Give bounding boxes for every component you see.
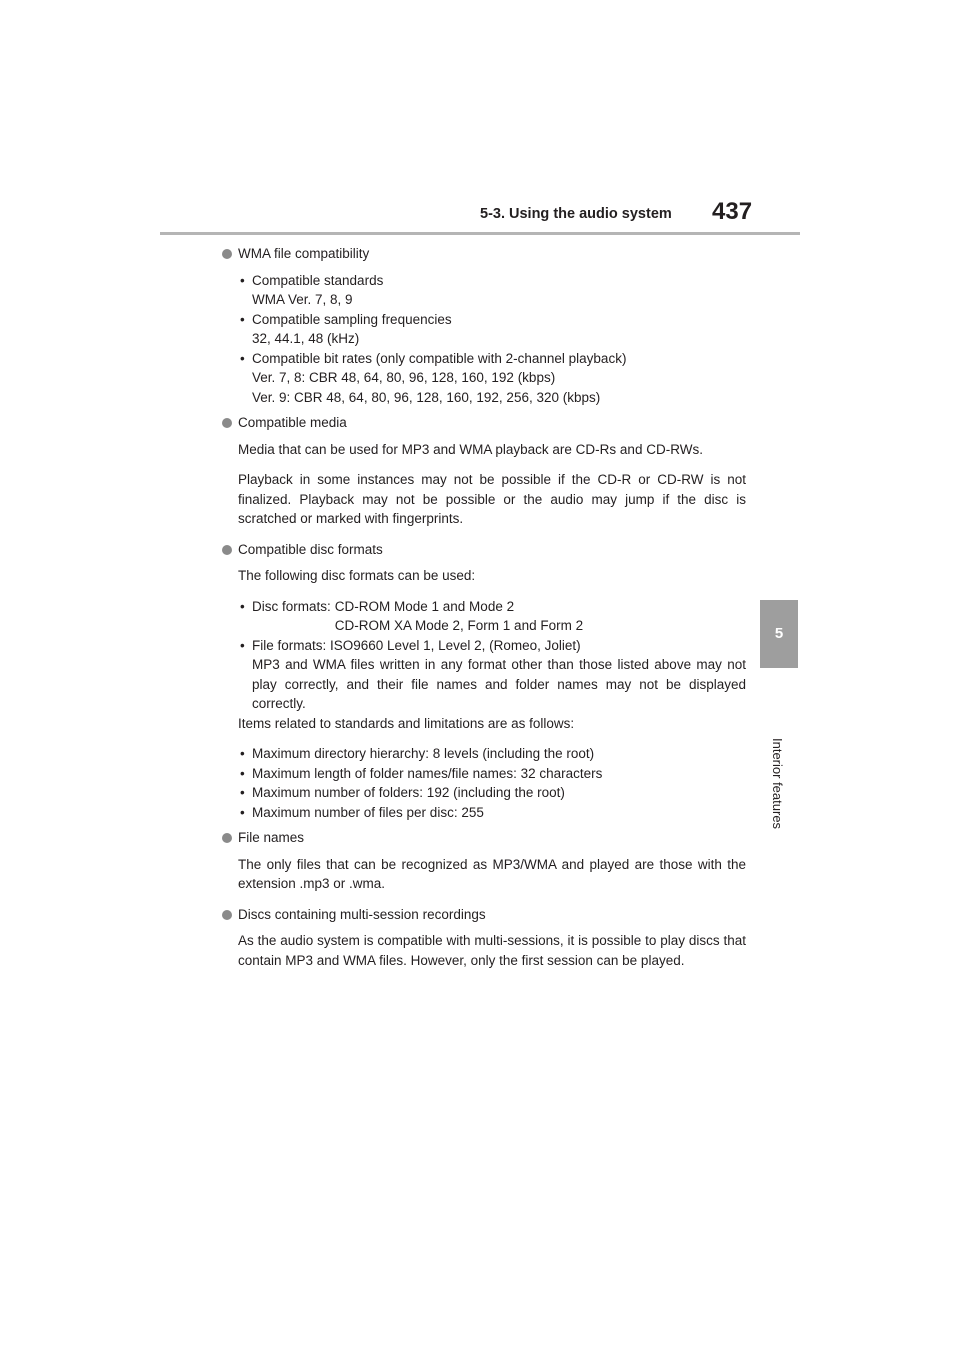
section-file-names xyxy=(222,828,746,894)
bullet-circle-icon xyxy=(222,249,232,259)
list-item xyxy=(238,349,746,408)
list-item xyxy=(238,636,746,714)
list-item xyxy=(238,310,746,349)
header-section-title: 5-3. Using the audio system xyxy=(480,206,672,222)
sampling-label: • Compatible sampling frequencies xyxy=(252,311,452,327)
limits-intro: Items related to standards and limitations are as follows: xyxy=(238,715,575,731)
section-heading-text: Compatible media xyxy=(238,415,347,430)
bitrate-label: • Compatible bit rates (only compatible with 2-channel playback) xyxy=(252,350,627,366)
bullet-circle-icon xyxy=(222,545,232,555)
file-formats-note: MP3 and WMA files written in any format other than those listed above may not play correctly, and their file names and folder names may not be displayed correctly. xyxy=(252,657,746,711)
section-formats xyxy=(222,540,746,823)
section-heading xyxy=(222,828,746,848)
standards-label: • Compatible standards xyxy=(252,272,384,288)
sampling-value: 32, 44.1, 48 (kHz) xyxy=(252,331,360,346)
file-formats: • File formats: ISO9660 Level 1, Level 2, (Romeo, Joliet) xyxy=(252,637,581,653)
disc-format-value-2: CD-ROM XA Mode 2, Form 1 and Form 2 xyxy=(334,618,584,633)
section-heading-text: Compatible disc formats xyxy=(238,541,383,557)
list-item: • Maximum number of folders: 192 (including the root) xyxy=(238,783,746,803)
page-number: 437 xyxy=(712,198,753,225)
section-heading-text: File names xyxy=(238,830,305,845)
chapter-tab: 5 xyxy=(760,600,798,668)
formats-intro: The following disc formats can be used: xyxy=(238,568,476,583)
section-wma xyxy=(222,244,746,407)
section-heading xyxy=(222,540,746,560)
section-multisession xyxy=(222,905,746,971)
bullet-circle-icon xyxy=(222,833,232,843)
formats-list xyxy=(238,597,746,714)
section-heading xyxy=(222,244,746,264)
media-paragraph-2: Playback in some instances may not be possible if the CD-R or CD-RW is not finalized. Playback may not be possible or the audio may jump if the disc is scratched or marked with fingerprints. xyxy=(238,472,746,526)
section-media xyxy=(222,413,746,529)
list-item xyxy=(238,597,746,636)
bullet-circle-icon xyxy=(222,910,232,920)
page-content xyxy=(222,244,746,981)
section-heading xyxy=(222,413,746,433)
list-item: • Maximum length of folder names/file names: 32 characters xyxy=(238,764,746,784)
section-heading-text: Discs containing multi-session recordings xyxy=(238,906,486,922)
disc-format-value-1: CD-ROM Mode 1 and Mode 2 xyxy=(334,598,515,614)
standards-value: WMA Ver. 7, 8, 9 xyxy=(252,292,353,307)
chapter-title: Interior features xyxy=(770,738,785,830)
list-item: • Maximum directory hierarchy: 8 levels (including the root) xyxy=(238,744,746,764)
limits-list xyxy=(238,744,746,822)
multisession-paragraph: As the audio system is compatible with multi-sessions, it is possible to play discs that contain MP3 and WMA files. However, only the first session can be played. xyxy=(238,933,746,968)
bitrate-ver78: Ver. 7, 8: CBR 48, 64, 80, 96, 128, 160, 192 (kbps) xyxy=(252,370,556,385)
file-names-paragraph: The only files that can be recognized as MP3/WMA and played are those with the extension .mp3 or .wma. xyxy=(238,856,746,891)
wma-list xyxy=(238,271,746,408)
section-heading-text: WMA file compatibility xyxy=(238,246,370,261)
media-paragraph-1: Media that can be used for MP3 and WMA playback are CD-Rs and CD-RWs. xyxy=(238,441,703,457)
disc-formats-label: • Disc formats: xyxy=(252,598,331,614)
bitrate-ver9: Ver. 9: CBR 48, 64, 80, 96, 128, 160, 192, 256, 320 (kbps) xyxy=(252,389,601,405)
header-rule xyxy=(160,232,800,235)
bullet-circle-icon xyxy=(222,418,232,428)
section-heading xyxy=(222,905,746,925)
list-item: • Maximum number of files per disc: 255 xyxy=(238,803,746,823)
list-item xyxy=(238,271,746,310)
